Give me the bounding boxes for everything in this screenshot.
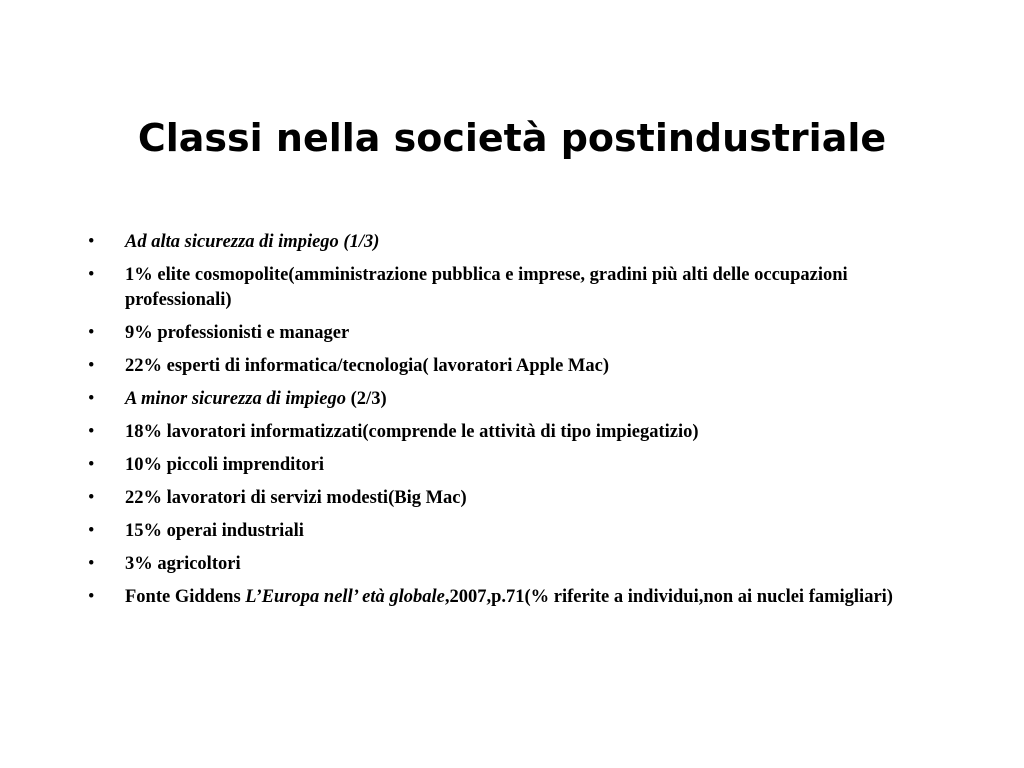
bullet-text: 22% esperti di informatica/tecnologia( lavoratori Apple Mac)	[125, 356, 609, 376]
bullet-item	[88, 354, 918, 379]
bullet-dot-icon: •	[88, 422, 95, 442]
bullet-item	[88, 486, 918, 511]
bullet-item	[88, 263, 918, 313]
bullet-item	[88, 519, 918, 544]
bullet-text: 15% operai industriali	[125, 521, 304, 541]
bullet-text: 10% piccoli imprenditori	[125, 455, 325, 475]
bullet-dot-icon: •	[88, 587, 95, 607]
bullet-dot-icon: •	[88, 389, 95, 409]
bullet-text: 3% agricoltori	[125, 554, 241, 574]
bullet-text-italic: Ad alta sicurezza di impiego (1/3)	[125, 232, 380, 252]
bullet-item	[88, 230, 918, 255]
bullet-item	[88, 585, 918, 610]
bullet-text: 18% lavoratori informatizzati(comprende le attività di tipo impiegatizio)	[125, 422, 699, 442]
bullet-text-italic: A minor sicurezza di impiego	[125, 389, 347, 409]
bullet-item	[88, 420, 918, 445]
bullet-text: ,2007,p.71(% riferite a individui,non ai nuclei famigliari)	[444, 587, 893, 607]
bullet-text: (2/3)	[346, 389, 387, 409]
bullet-dot-icon: •	[88, 356, 95, 376]
bullet-list	[88, 230, 918, 618]
bullet-item	[88, 552, 918, 577]
bullet-dot-icon: •	[88, 455, 95, 475]
bullet-item	[88, 387, 918, 412]
bullet-dot-icon: •	[88, 323, 95, 343]
bullet-dot-icon: •	[88, 232, 95, 252]
bullet-text: 1% elite cosmopolite(amministrazione pubblica e imprese, gradini più alti delle occupazioni professionali)	[125, 265, 848, 310]
bullet-dot-icon: •	[88, 554, 95, 574]
bullet-dot-icon: •	[88, 488, 95, 508]
slide-title: Classi nella società postindustriale	[137, 116, 887, 160]
bullet-text: Fonte Giddens	[125, 587, 246, 607]
bullet-item	[88, 321, 918, 346]
bullet-dot-icon: •	[88, 521, 95, 541]
bullet-item	[88, 453, 918, 478]
bullet-dot-icon: •	[88, 265, 95, 285]
bullet-text-italic: L’Europa nell’ età globale	[245, 587, 445, 607]
bullet-text: 9% professionisti e manager	[125, 323, 350, 343]
bullet-text: 22% lavoratori di servizi modesti(Big Mac)	[125, 488, 467, 508]
